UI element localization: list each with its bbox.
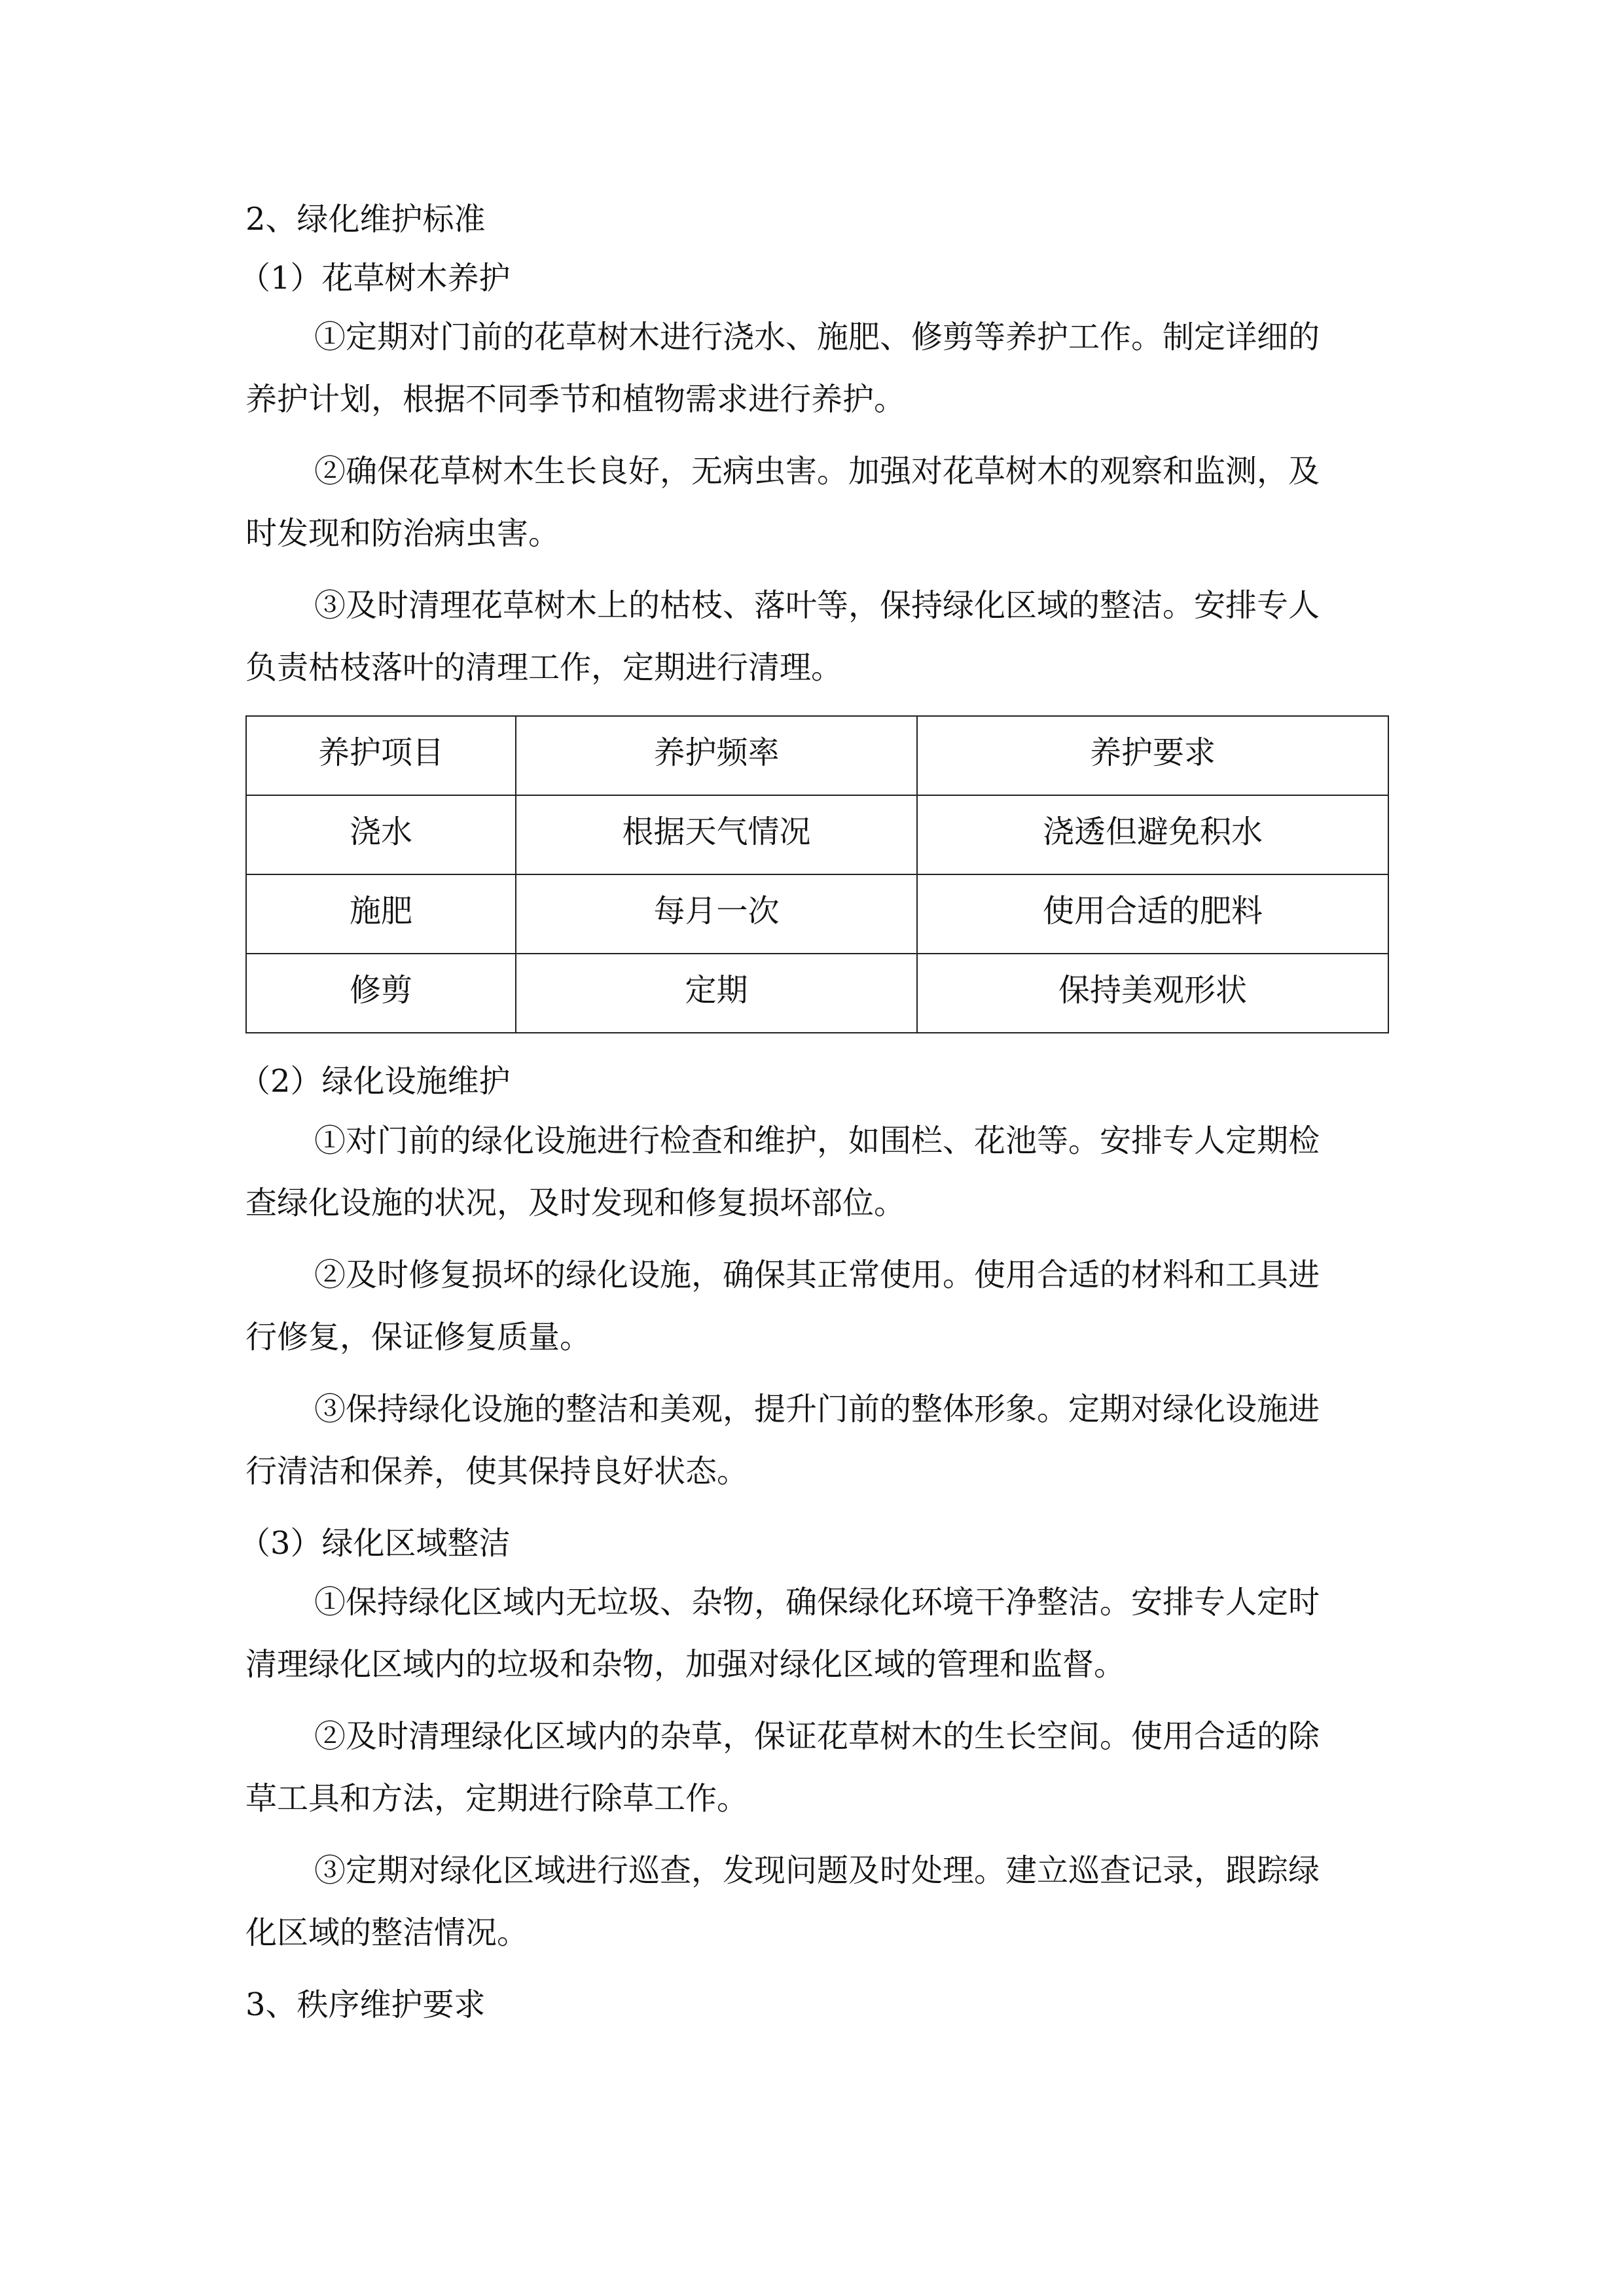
table-cell: 施肥 — [246, 874, 516, 954]
maintenance-table — [245, 715, 1389, 1033]
paragraph-line: ①定期对门前的花草树木进行浇水、施肥、修剪等养护工作。制定详细的 — [314, 319, 1320, 355]
table-cell: 修剪 — [246, 954, 516, 1033]
paragraph-line: 化区域的整洁情况。 — [245, 1914, 529, 1951]
table-header-row — [246, 716, 1388, 795]
table-cell: 使用合适的肥料 — [917, 874, 1388, 954]
paragraph-line: ①保持绿化区域内无垃圾、杂物，确保绿化环境干净整洁。安排专人定时 — [314, 1584, 1320, 1621]
paragraph-line: 草工具和方法，定期进行除草工作。 — [245, 1780, 749, 1817]
subsection-2-heading: （2）绿化设施维护 — [239, 1063, 511, 1100]
table-row — [246, 954, 1388, 1033]
table-row — [246, 874, 1388, 954]
table-cell: 浇透但避免积水 — [917, 795, 1388, 874]
paragraph-line: 时发现和防治病虫害。 — [245, 515, 560, 552]
paragraph-line: ③定期对绿化区域进行巡查，发现问题及时处理。建立巡查记录，跟踪绿 — [314, 1852, 1320, 1889]
paragraph-line: ①对门前的绿化设施进行检查和维护，如围栏、花池等。安排专人定期检 — [314, 1122, 1320, 1159]
paragraph-line: ②及时修复损坏的绿化设施，确保其正常使用。使用合适的材料和工具进 — [314, 1257, 1320, 1293]
paragraph-line: ②及时清理绿化区域内的杂草，保证花草树木的生长空间。使用合适的除 — [314, 1718, 1320, 1755]
section-3-heading: 3、秩序维护要求 — [245, 1986, 486, 2023]
paragraph-line: 查绿化设施的状况，及时发现和修复损坏部位。 — [245, 1185, 906, 1221]
paragraph-line: ②确保花草树木生长良好，无病虫害。加强对花草树木的观察和监测，及 — [314, 453, 1320, 490]
section-2-heading: 2、绿化维护标准 — [245, 201, 486, 238]
table-header-cell: 养护频率 — [516, 716, 917, 795]
subsection-1-heading: （1）花草树木养护 — [239, 260, 511, 296]
table-header-cell: 养护项目 — [246, 716, 516, 795]
table-cell: 每月一次 — [516, 874, 917, 954]
paragraph-line: 清理绿化区域内的垃圾和杂物，加强对绿化区域的管理和监督。 — [245, 1646, 1126, 1683]
table-row — [246, 795, 1388, 874]
table-cell: 保持美观形状 — [917, 954, 1388, 1033]
paragraph-line: ③及时清理花草树木上的枯枝、落叶等，保持绿化区域的整洁。安排专人 — [314, 587, 1320, 624]
table-cell: 定期 — [516, 954, 917, 1033]
table-header-cell: 养护要求 — [917, 716, 1388, 795]
table-cell: 浇水 — [246, 795, 516, 874]
table-cell: 根据天气情况 — [516, 795, 917, 874]
paragraph-line: ③保持绿化设施的整洁和美观，提升门前的整体形象。定期对绿化设施进 — [314, 1391, 1320, 1427]
paragraph-line: 负责枯枝落叶的清理工作，定期进行清理。 — [245, 649, 843, 686]
subsection-3-heading: （3）绿化区域整洁 — [239, 1525, 511, 1562]
paragraph-line: 行清洁和保养，使其保持良好状态。 — [245, 1453, 749, 1490]
paragraph-line: 行修复，保证修复质量。 — [245, 1319, 592, 1355]
paragraph-line: 养护计划，根据不同季节和植物需求进行养护。 — [245, 381, 906, 418]
